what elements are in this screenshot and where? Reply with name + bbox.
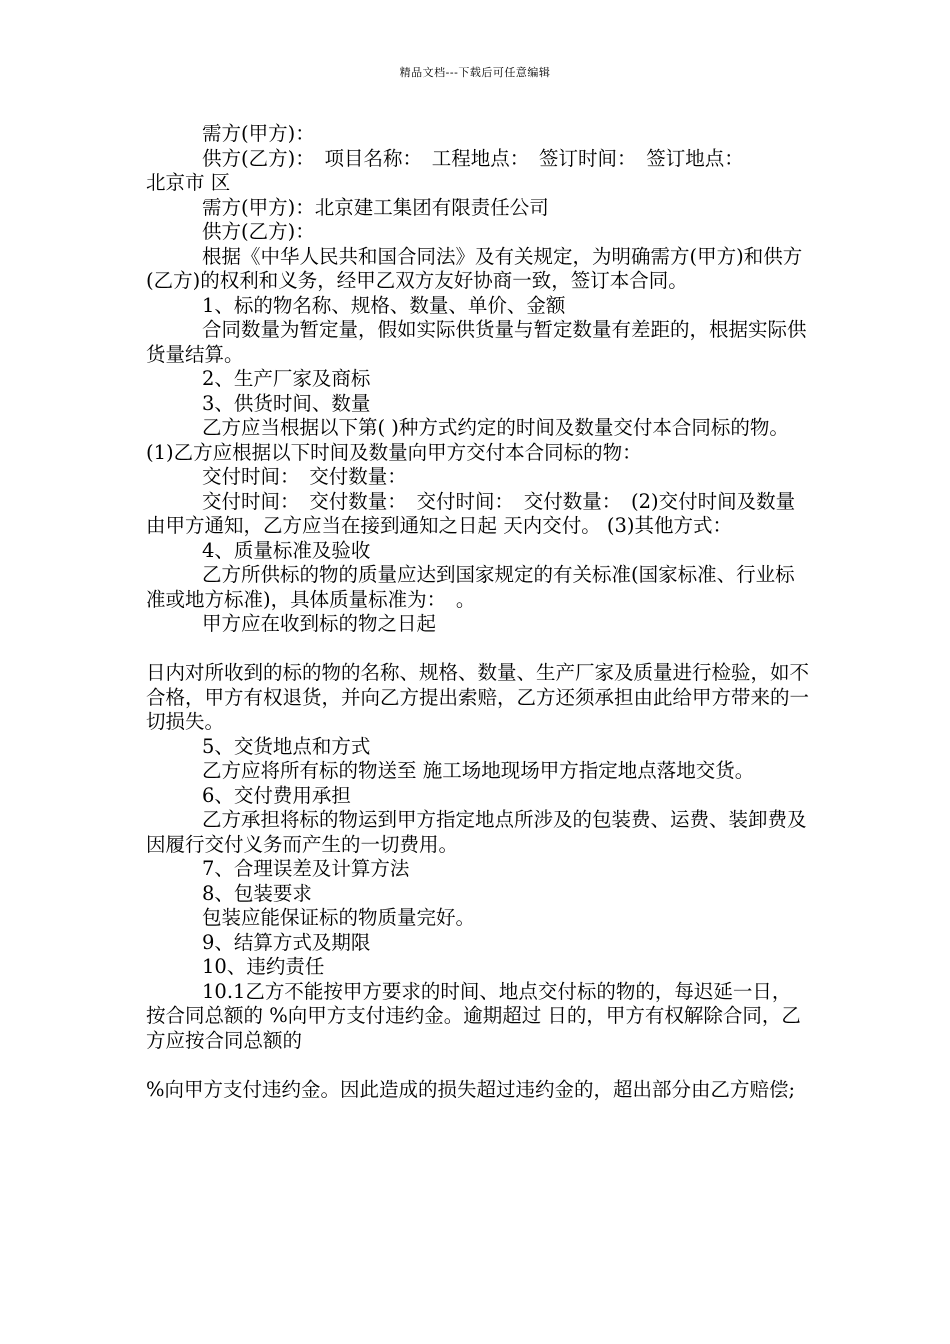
paragraph: 需方(甲方)：北京建工集团有限责任公司 xyxy=(202,195,549,219)
paragraph: 交付时间： 交付数量： 交付时间： 交付数量： (2)交付时间及数量由甲方通知，乙方应当在接到通知之日起 天内交付。 (3)其他方式： xyxy=(146,489,796,537)
paragraph: 合同数量为暂定量，假如实际供货量与暂定数量有差距的，根据实际供货量结算。 xyxy=(146,318,807,366)
paragraph: 甲方应在收到标的物之日起 xyxy=(202,612,437,635)
section-heading: 9、结算方式及期限 xyxy=(202,930,371,954)
paragraph: 需方(甲方)： xyxy=(202,122,315,145)
paragraph: 北京市 区 xyxy=(146,171,231,194)
section-heading: 2、生产厂家及商标 xyxy=(202,367,371,390)
blank-line xyxy=(146,637,810,662)
paragraph: 乙方承担将标的物运到甲方指定地点所涉及的包装费、运费、装卸费及因履行交付义务而产生的一切费用。 xyxy=(146,808,807,856)
paragraph: 乙方所供标的物的质量应达到国家规定的有关标准(国家标准、行业标准或地方标准)，具体质量标准为： 。 xyxy=(146,563,795,611)
paragraph: 10.1乙方不能按甲方要求的时间、地点交付标的物的，每迟延一日，按合同总额的 %向甲方支付违约金。逾期超过 日的，甲方有权解除合同，乙方应按合同总额的 xyxy=(146,979,801,1052)
section-heading: 7、合理误差及计算方法 xyxy=(202,857,410,880)
section-heading: 6、交付费用承担 xyxy=(202,783,351,807)
paragraph: 日内对所收到的标的物的名称、规格、数量、生产厂家及质量进行检验，如不合格，甲方有权退货，并向乙方提出索赔，乙方还须承担由此给甲方带来的一切损失。 xyxy=(146,661,810,733)
paragraph: %向甲方支付违约金。因此造成的损失超过违约金的，超出部分由乙方赔偿; xyxy=(146,1077,796,1101)
section-heading: 3、供货时间、数量 xyxy=(202,391,371,415)
section-heading: 5、交货地点和方式 xyxy=(202,734,371,758)
paragraph: 乙方应将所有标的物送至 施工场地现场甲方指定地点落地交货。 xyxy=(202,759,755,782)
paragraph: 交付时间： 交付数量： xyxy=(202,465,407,488)
paragraph: 根据《中华人民共和国合同法》及有关规定，为明确需方(甲方)和供方(乙方)的权利和义务，经甲乙双方友好协商一致，签订本合同。 xyxy=(146,244,803,292)
section-heading: 4、质量标准及验收 xyxy=(202,538,371,562)
blank-line xyxy=(146,1053,810,1078)
section-heading: 1、标的物名称、规格、数量、单价、金额 xyxy=(202,293,566,317)
paragraph: 供方(乙方)： xyxy=(202,220,315,243)
page-header: 精品文档---下载后可任意编辑 xyxy=(399,66,551,79)
document-body xyxy=(146,122,810,1102)
section-heading: 10、违约责任 xyxy=(202,955,325,978)
section-heading: 8、包装要求 xyxy=(202,881,312,905)
paragraph: 乙方应当根据以下第( )种方式约定的时间及数量交付本合同标的物。 (1)乙方应根据以下时间及数量向甲方交付本合同标的物： xyxy=(146,416,789,464)
paragraph: 供方(乙方)： 项目名称： 工程地点： 签订时间： 签订地点： xyxy=(202,146,744,170)
paragraph: 包装应能保证标的物质量完好。 xyxy=(202,906,476,929)
